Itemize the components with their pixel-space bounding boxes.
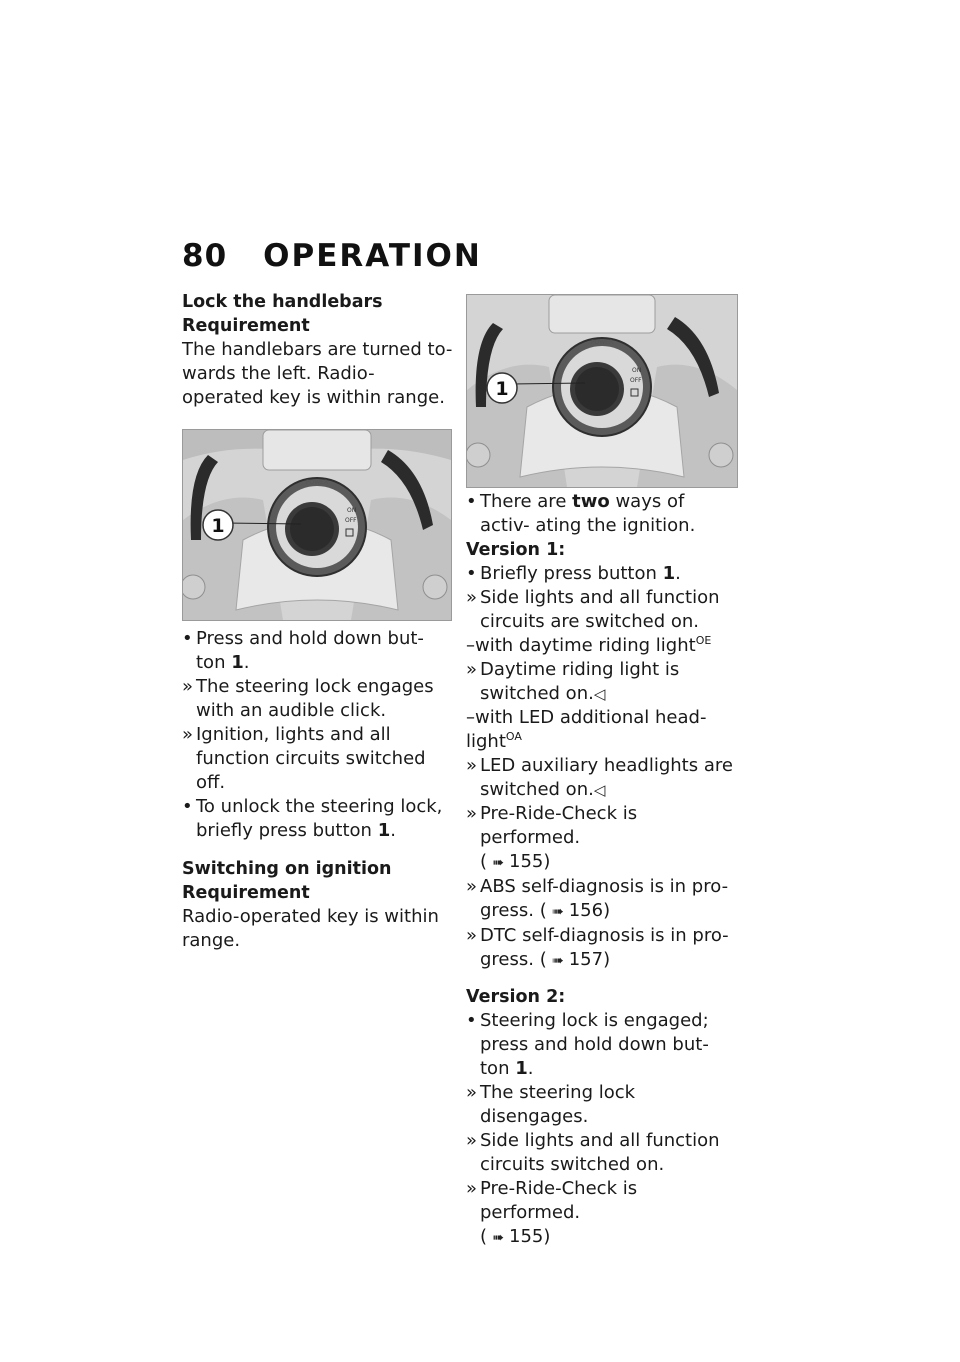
condition-text: with LED additional head- light bbox=[466, 707, 707, 752]
section-title: OPERATION bbox=[263, 238, 482, 274]
step-tail: . bbox=[527, 1058, 534, 1079]
result-text: Ignition, lights and all function circuits switched off. bbox=[196, 724, 426, 793]
result-text: DTC self-diagnosis is in pro- gress. bbox=[480, 925, 729, 970]
ignition-switch-figure bbox=[466, 294, 738, 488]
page-header bbox=[182, 238, 482, 274]
page-ref-icon: ➠ bbox=[551, 953, 564, 969]
result-marker: » bbox=[182, 676, 194, 697]
result-marker: » bbox=[182, 724, 194, 745]
v2-result-pre-ride-check: » Pre-Ride-Check is performed. ( ➠ 155) bbox=[466, 1177, 738, 1250]
button-ref: 1 bbox=[515, 1058, 528, 1079]
figure-callout-1: 1 bbox=[495, 378, 509, 400]
bullet-marker: • bbox=[466, 491, 477, 512]
page-number: 80 bbox=[182, 238, 228, 274]
page-ref[interactable]: 156 bbox=[568, 900, 604, 921]
step-tail: . bbox=[243, 652, 250, 673]
result-text: Daytime riding light is switched on. bbox=[480, 659, 680, 704]
result-text: The steering lock disengages. bbox=[480, 1082, 636, 1127]
figure-callout-1: 1 bbox=[211, 515, 225, 537]
condition-dash: – bbox=[466, 707, 475, 728]
result-text: LED auxiliary headlights are switched on. bbox=[480, 755, 733, 800]
end-mark: ◁ bbox=[593, 685, 606, 703]
result-dtc: » DTC self-diagnosis is in pro- gress. ( ➠ 157) bbox=[466, 924, 738, 973]
on-label: ON bbox=[347, 507, 357, 514]
intro-bold: two bbox=[572, 491, 610, 512]
v2-step-press bbox=[466, 1009, 738, 1081]
bullet-marker: • bbox=[182, 628, 193, 649]
page-ref-icon: ➠ bbox=[492, 1230, 504, 1246]
bullet-marker: • bbox=[466, 563, 477, 584]
result-abs: » ABS self-diagnosis is in pro- gress. ( ➠ 156) bbox=[466, 875, 738, 924]
result-drl-on bbox=[466, 658, 738, 706]
result-marker: » bbox=[466, 587, 478, 608]
v2-result-lights bbox=[466, 1129, 738, 1177]
step-press-hold bbox=[182, 627, 454, 675]
result-marker: » bbox=[466, 876, 478, 897]
step-text: Briefly press button bbox=[480, 563, 663, 584]
result-lock-engages bbox=[182, 675, 454, 723]
result-text: Side lights and all function circuits are switched on. bbox=[480, 587, 720, 632]
power-label: POWER bbox=[590, 339, 614, 346]
v1-step-press bbox=[466, 562, 738, 586]
step-text: To unlock the steering lock, briefly press button bbox=[196, 796, 443, 841]
version-1-label: Version 1: bbox=[466, 540, 566, 560]
result-marker: » bbox=[466, 803, 478, 824]
right-column bbox=[466, 294, 738, 1250]
page-ref[interactable]: 155 bbox=[509, 1226, 544, 1247]
step-unlock bbox=[182, 795, 454, 843]
result-text: Pre-Ride-Check is performed. bbox=[480, 803, 638, 848]
button-ref: 1 bbox=[377, 820, 391, 841]
condition-led bbox=[466, 706, 738, 754]
off-label: OFF bbox=[630, 377, 642, 384]
condition-dash: – bbox=[466, 635, 475, 656]
result-marker: » bbox=[466, 1082, 478, 1103]
requirement-label: Requirement bbox=[182, 883, 310, 903]
requirement-label: Requirement bbox=[182, 316, 310, 336]
result-marker: » bbox=[466, 1178, 478, 1199]
on-label: ON bbox=[632, 367, 642, 374]
step-text: Press and hold down but- ton bbox=[196, 628, 424, 673]
result-text: Side lights and all function circuits switched on. bbox=[480, 1130, 720, 1175]
intro-post: ways of activ- ating the ignition. bbox=[480, 491, 696, 536]
result-text: Pre-Ride-Check is performed. bbox=[480, 1178, 638, 1223]
end-mark: ◁ bbox=[593, 781, 606, 799]
condition-drl bbox=[466, 634, 738, 658]
result-text: The steering lock engages with an audible click. bbox=[196, 676, 434, 721]
requirement-text: The handlebars are turned to- wards the left. Radio-operated key is within range. bbox=[182, 339, 453, 408]
step-tail: . bbox=[675, 563, 681, 584]
result-marker: » bbox=[466, 1130, 478, 1151]
v1-result-lights bbox=[466, 586, 738, 634]
intro-two-ways bbox=[466, 490, 738, 538]
page-ref-icon: ➠ bbox=[492, 855, 504, 871]
button-ref: 1 bbox=[231, 652, 244, 673]
result-pre-ride-check: » Pre-Ride-Check is performed. ( ➠ 155) bbox=[466, 802, 738, 875]
result-text: ABS self-diagnosis is in pro- gress. bbox=[480, 876, 729, 921]
v2-result-disengages bbox=[466, 1081, 738, 1129]
oe-tag: OE bbox=[695, 634, 712, 647]
button-ref: 1 bbox=[662, 563, 676, 584]
page-ref[interactable]: 157 bbox=[568, 949, 604, 970]
bullet-marker: • bbox=[182, 796, 193, 817]
left-column bbox=[182, 290, 454, 953]
switching-on-heading: Switching on ignition bbox=[182, 859, 392, 879]
result-ignition-off bbox=[182, 723, 454, 795]
lock-handlebars-heading: Lock the handlebars bbox=[182, 292, 383, 312]
result-marker: » bbox=[466, 925, 478, 946]
power-label: POWER bbox=[305, 479, 329, 486]
bullet-marker: • bbox=[466, 1010, 477, 1031]
result-led-on bbox=[466, 754, 738, 802]
off-label: OFF bbox=[345, 517, 357, 524]
result-marker: » bbox=[466, 659, 478, 680]
step-tail: . bbox=[390, 820, 396, 841]
oa-tag: OA bbox=[505, 730, 522, 743]
version-2-label: Version 2: bbox=[466, 987, 566, 1007]
page-ref-icon: ➠ bbox=[551, 904, 564, 920]
ignition-switch-figure bbox=[182, 429, 452, 621]
step-text: Steering lock is engaged; press and hold down but- ton bbox=[480, 1010, 709, 1079]
requirement-text: Radio-operated key is within range. bbox=[182, 906, 439, 951]
page-ref[interactable]: 155 bbox=[509, 851, 544, 872]
intro-pre: There are bbox=[480, 491, 573, 512]
result-marker: » bbox=[466, 755, 478, 776]
condition-text: with daytime riding light bbox=[475, 635, 696, 656]
